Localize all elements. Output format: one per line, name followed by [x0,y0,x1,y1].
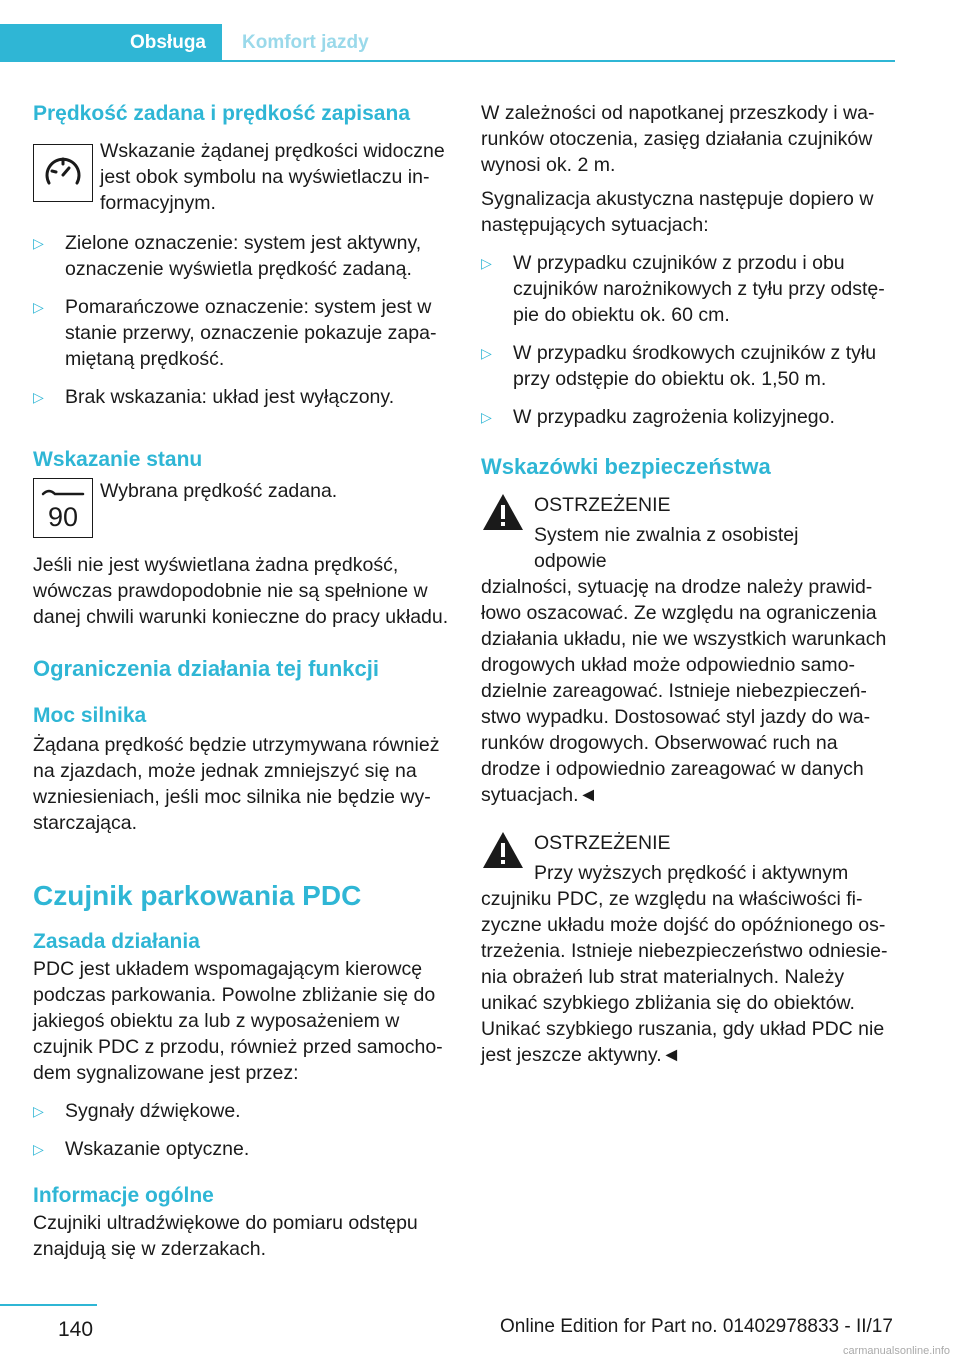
warning-1-head [481,492,897,574]
status-text: Wybrana prędkość zadana. [100,480,338,502]
edition-note: Online Edition for Part no. 01402978833 - II/17 [500,1316,893,1337]
left-column [33,100,453,1262]
list-item: ▷ W przypadku zagrożenia kolizyjnego. [481,404,897,430]
status-paragraph: Jeśli nie jest wyświetlana żadna prędkość, wówczas prawdopodobnie nie są spełnione w danej chwili warunki konieczne do pracy układu. [33,554,449,628]
page-header [0,24,895,62]
warning-triangle-icon [481,830,525,874]
list-item: ▷ Sygnały dźwiękowe. [33,1098,453,1124]
set-speed-value: 90 [47,502,79,532]
watermark: carmanualsonline.info [842,1345,950,1357]
list-item: ▷ Zielone oznaczenie: system jest aktywny, oznaczenie wyświetla prędkość zadaną. [33,230,453,282]
warning-block-1 [481,492,897,808]
speedometer-icon [33,144,93,202]
principle-paragraph: PDC jest układem wspomagającym kierowcę podczas parkowania. Powolne zbliżanie się do jakiegoś obiektu za lub z wyposażeniem w czujnik PDC z przodu, również przed samochodem sygnalizowane jest przez: [33,958,443,1084]
list-item: ▷ W przypadku środkowych czujników z tyłu przy odstępie do obiektu ok. 1,50 m. [481,340,897,392]
speed-indicator-row [33,138,453,216]
list-item: ▷ Brak wskazania: układ jest wyłączony. [33,384,453,410]
warning-1-title: OSTRZEŻENIE [534,494,671,516]
warning-1-body: dzialności, sytuację na drodze należy prawidłowo oszacować. Ze względu na ograniczenia działania układu, nie we wszystkich warunkach drogowych układ może odpowiednio samodzielnie zareagować. Istnieje niebezpieczeństwo wypadku. Dostosować styl jazdy do warunków drogowych. Obserwować ruch na drodze i odpowiednio zareagować w danych sytuacjach.◄ [481,576,887,806]
list-item: ▷ Pomarańczowe oznaczenie: system jest w stanie przerwy, oznaczenie pokazuje zapamiętaną prędkość. [33,294,453,372]
warning-2-body: czujniku PDC, ze względu na właściwości fizyczne układu może dojść do opóźnionego ostrzeżenia. Istnieje niebezpieczeństwo odniesienia obrażeń lub strat materialnych. Należy unikać szybkiego zbliżania się do obiektów. Unikać szybkiego ruszania, gdy układ PDC nie jest jeszcze aktywny.◄ [481,888,888,1066]
acoustic-list [481,250,897,430]
section-tab-obsluga: Obsługa [0,24,222,62]
heading-engine: Moc silnika [33,704,147,727]
heading-principle: Zasada działania [33,930,200,953]
warning-triangle-icon [481,492,525,536]
warning-2-head [481,830,897,886]
warning-1-lead [534,492,877,574]
list-item: ▷ W przypadku czujników z przodu i obu czujników narożnikowych z tyłu przy odstępie do obiektu ok. 60 cm. [481,250,897,328]
heading-general: Informacje ogólne [33,1184,214,1207]
speed-indicator-list [33,230,453,410]
heading-limits: Ograniczenia działania tej funkcji [33,656,379,681]
heading-status: Wskazanie stanu [33,448,203,471]
warning-2-lead [534,830,848,886]
heading-speed: Prędkość zadana i prędkość zapisana [33,102,410,125]
section-tab-komfort-jazdy: Komfort jazdy [222,24,895,62]
right-column [481,100,897,1068]
warning-2-first-line: Przy wyższych prędkość i aktywnym [534,862,849,884]
speed-indicator-text: Wskazanie żądanej prędkości widoczne jest obok symbolu na wyświetlaczu informacyjnym. [100,140,445,214]
header-rule [222,60,895,62]
general-paragraph: Czujniki ultradźwiękowe do pomiaru odstępu znajdują się w zderzakach. [33,1212,418,1260]
warning-2-title: OSTRZEŻENIE [534,832,671,854]
footer-rule [0,1304,97,1306]
page-number: 140 [58,1318,94,1341]
set-speed-icon [33,478,93,538]
status-row [33,478,453,538]
heading-safety: Wskazówki bezpieczeństwa [481,454,771,479]
warning-block-2 [481,830,897,1068]
warning-1-first-line: System nie zwalnia z osobistej odpowie [534,524,799,572]
list-item: ▷ Wskazanie optyczne. [33,1136,453,1162]
acoustic-paragraph: Sygnalizacja akustyczna następuje dopiero w następujących sytuacjach: [481,188,874,236]
principle-list [33,1098,453,1162]
range-paragraph: W zależności od napotkanej przeszkody i warunków otoczenia, zasięg działania czujników wynosi ok. 2 m. [481,102,875,176]
engine-paragraph: Żądana prędkość będzie utrzymywana również na zjazdach, może jednak zmniejszyć się na wzniesieniach, jeśli moc silnika nie będzie wystarczająca. [33,734,440,834]
heading-pdc: Czujnik parkowania PDC [33,880,362,911]
